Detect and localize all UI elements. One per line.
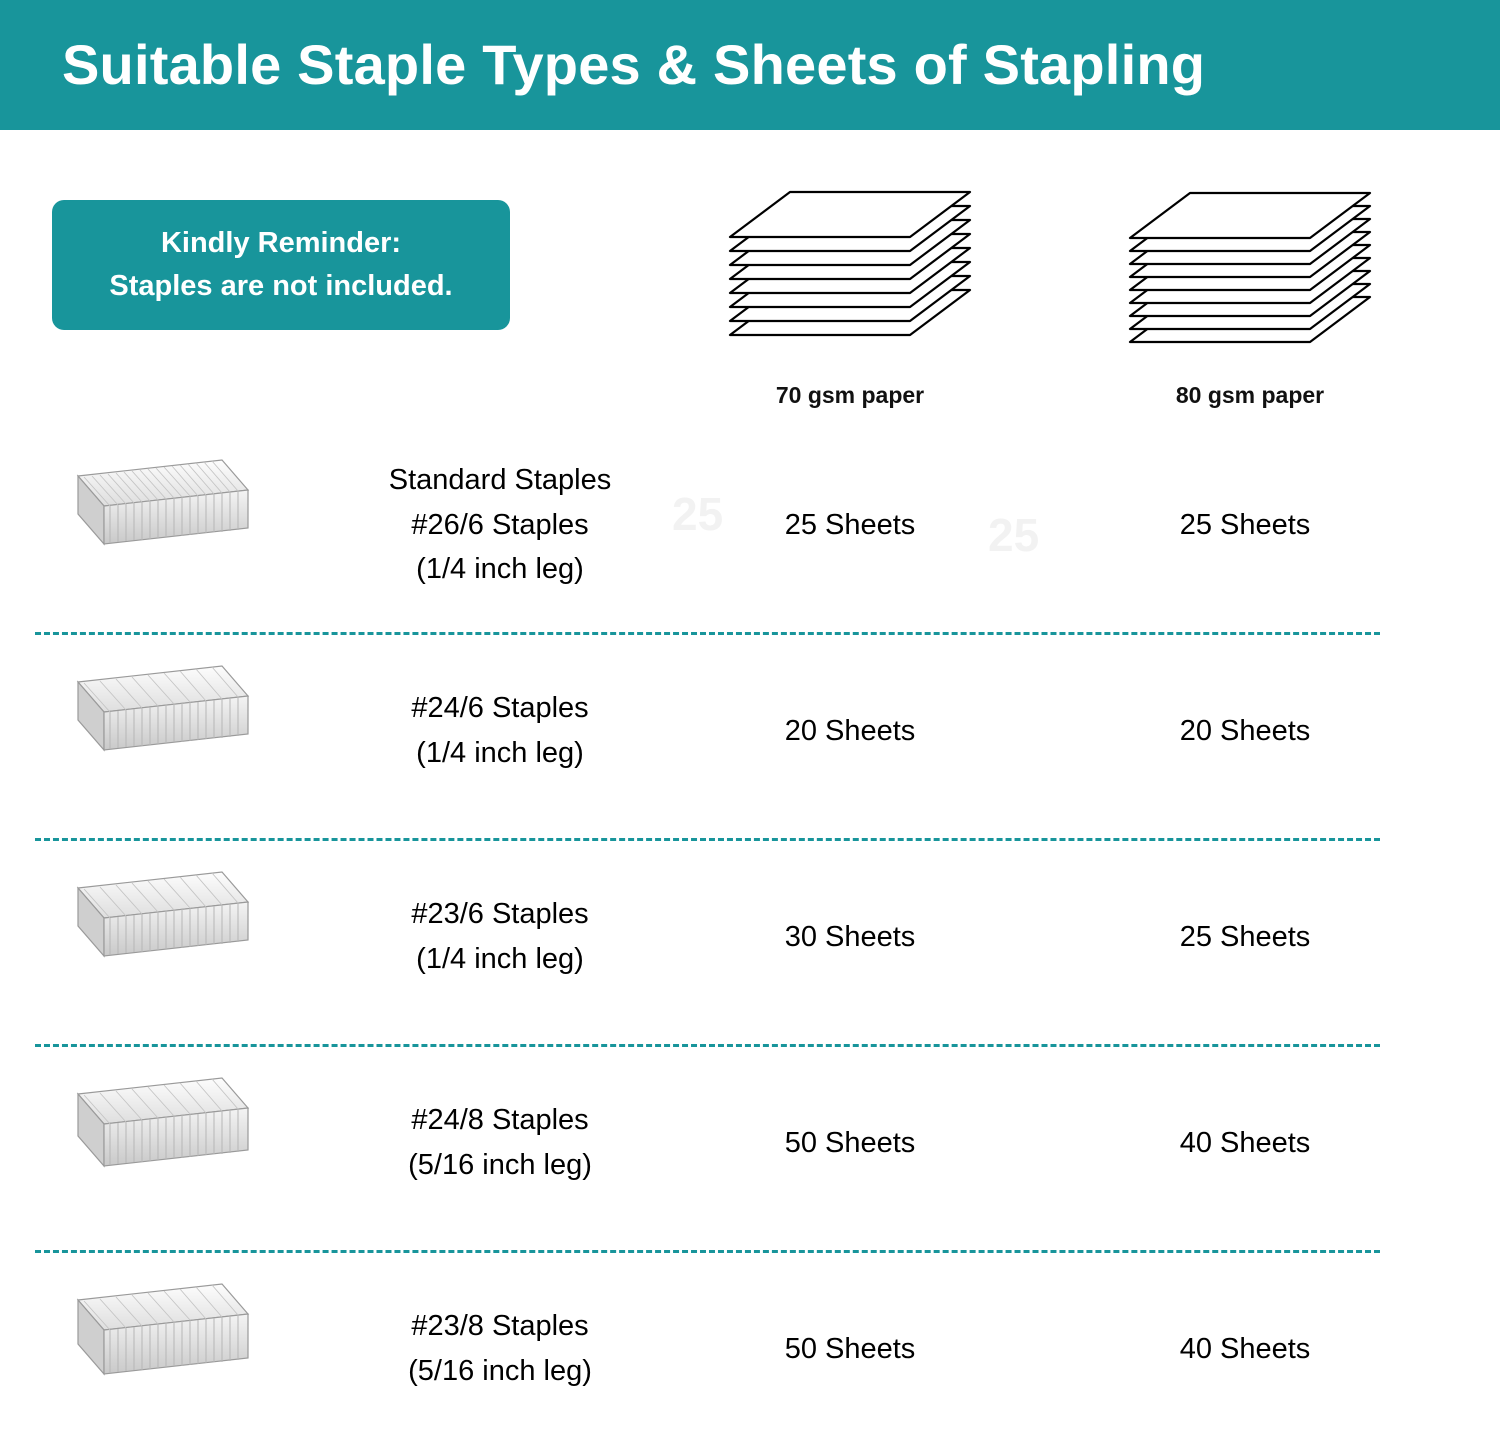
header-banner [0,0,1500,130]
table-row [0,430,1500,620]
row-divider [35,1044,1380,1047]
watermark-number-1: 25 [672,488,724,540]
kindly-reminder-box [52,200,510,330]
sheets-70gsm-value: 50 Sheets [784,1332,916,1365]
staple-label-line-2: #24/8 Staples [411,1104,589,1137]
staple-strip-icon [40,448,255,573]
sheets-80gsm-value: 40 Sheets [1179,1126,1311,1159]
staple-label-line-2: #23/6 Staples [411,898,589,931]
staple-label-line-2: #26/6 Staples [411,508,589,541]
sheets-80gsm-value: 25 Sheets [1179,508,1311,541]
staple-strip-icon [40,1272,255,1397]
staple-strip-icon [40,860,255,985]
staple-type-labels [300,1048,700,1238]
paper-stack-icon-70gsm [715,180,985,375]
row-divider [35,1250,1380,1253]
sheets-70gsm-value: 25 Sheets [784,508,916,541]
sheets-80gsm-value: 25 Sheets [1179,920,1311,953]
sheets-70gsm-value: 30 Sheets [784,920,916,953]
staple-label-line-3: (5/16 inch leg) [408,1149,592,1181]
staple-label-line-3: (1/4 inch leg) [416,737,584,769]
staple-label-line-3: (5/16 inch leg) [408,1355,592,1387]
staple-type-labels [300,430,700,620]
staple-label-line-2: #23/8 Staples [411,1310,589,1343]
sheets-70gsm-value: 50 Sheets [784,1126,916,1159]
page-title: Suitable Staple Types & Sheets of Stapling [62,32,1206,96]
watermark-number-2: 25 [988,509,1040,561]
staple-label-line-1: Standard Staples [388,463,612,496]
staple-label-line-3: (1/4 inch leg) [416,553,584,586]
staple-strip-icon [40,654,255,779]
table-row [0,1254,1500,1444]
staple-strip-icon [40,1066,255,1191]
sheets-80gsm-value: 20 Sheets [1179,714,1311,747]
column-header-70gsm: 70 gsm paper [775,382,925,408]
reminder-line-2: Staples are not included. [109,270,453,302]
staple-label-line-3: (1/4 inch leg) [416,943,584,975]
row-divider [35,632,1380,635]
reminder-line-1: Kindly Reminder: [160,226,402,259]
sheets-80gsm-value: 40 Sheets [1179,1332,1311,1365]
sheets-70gsm-value: 20 Sheets [784,714,916,747]
table-row [0,1048,1500,1238]
table-row [0,636,1500,826]
staple-type-labels [300,1254,700,1444]
staple-type-labels [300,636,700,826]
paper-stack-icon-80gsm [1115,180,1385,375]
row-divider [35,838,1380,841]
table-row [0,842,1500,1032]
column-header-80gsm: 80 gsm paper [1175,382,1325,408]
staple-label-line-2: #24/6 Staples [411,692,589,725]
staple-type-labels [300,842,700,1032]
